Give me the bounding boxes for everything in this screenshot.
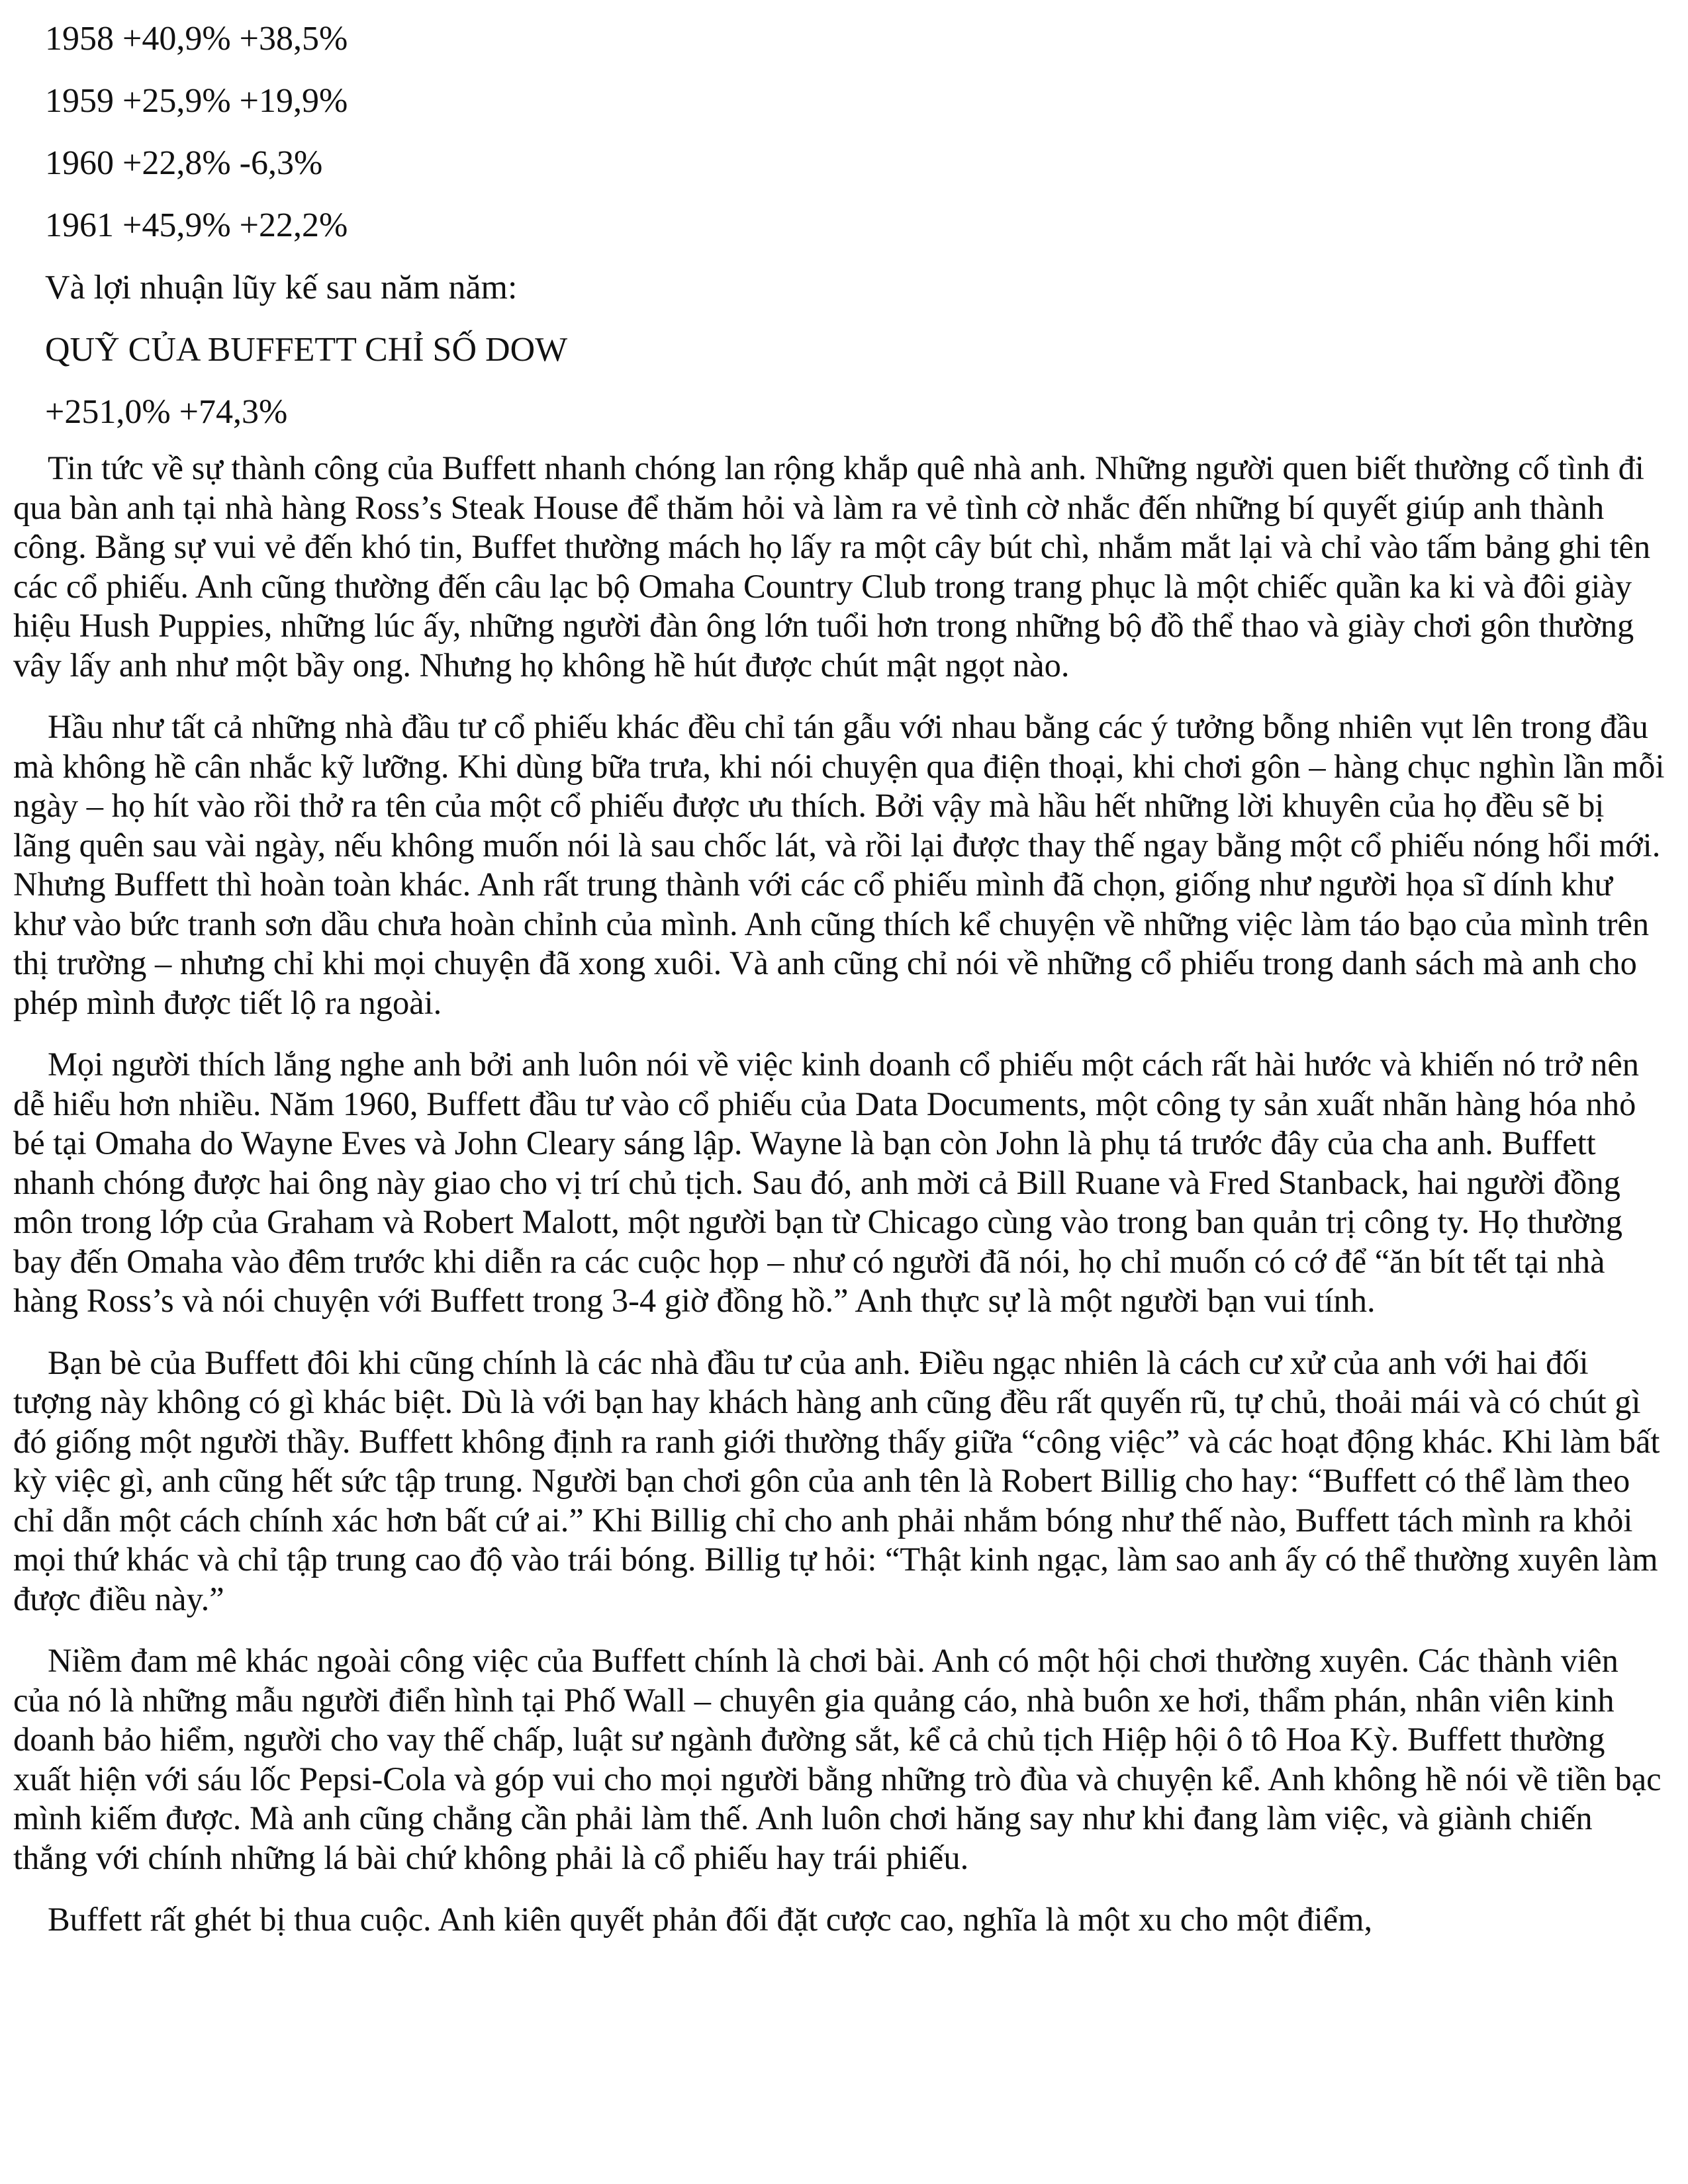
paragraph-6: Buffett rất ghét bị thua cuộc. Anh kiên quyết phản đối đặt cược cao, nghĩa là một xu cho một điểm, xyxy=(48,1901,1373,1938)
document-page xyxy=(13,5,1668,1962)
table-header: QUỸ CỦA BUFFETT CHỈ SỐ DOW xyxy=(45,331,568,369)
table-row-1961: 1961 +45,9% +22,2% xyxy=(45,206,348,244)
table-row-1959: 1959 +25,9% +19,9% xyxy=(45,82,348,120)
table-row-1960: 1960 +22,8% -6,3% xyxy=(45,144,323,182)
returns-table xyxy=(13,8,1668,443)
paragraph-2: Hầu như tất cả những nhà đầu tư cổ phiếu khác đều chỉ tán gẫu với nhau bằng các ý tưởng bỗng nhiên vụt lên trong đầu mà không hề cân nhắc kỹ lưỡng. Khi dùng bữa trưa, khi nói chuyện qua điện thoại, khi chơi gôn – hàng chục nghìn lần mỗi ngày – họ hít vào rồi thở ra tên của một cổ phiếu được ưu thích. Bởi vậy mà hầu hết những lời khuyên của họ đều sẽ bị lãng quên sau vài ngày, nếu không muốn nói là sau chốc lát, và rồi lại được thay thế ngay bằng một cổ phiếu nóng hổi mới. Nhưng Buffett thì hoàn toàn khác. Anh rất trung thành với các cổ phiếu mình đã chọn, giống như người họa sĩ dính khư khư vào bức tranh sơn dầu chưa hoàn chỉnh của mình. Anh cũng thích kể chuyện về những việc làm táo bạo của mình trên thị trường – nhưng chỉ khi mọi chuyện đã xong xuôi. Và anh cũng chỉ nói về những cổ phiếu trong danh sách mà anh cho phép mình được tiết lộ ra ngoài. xyxy=(13,708,1665,1021)
paragraph-5: Niềm đam mê khác ngoài công việc của Buffett chính là chơi bài. Anh có một hội chơi thường xuyên. Các thành viên của nó là những mẫu người điển hình tại Phố Wall – chuyên gia quảng cáo, nhà buôn xe hơi, thẩm phán, nhân viên kinh doanh bảo hiểm, người cho vay thế chấp, luật sư ngành đường sắt, kể cả chủ tịch Hiệp hội ô tô Hoa Kỳ. Buffett thường xuất hiện với sáu lốc Pepsi-Cola và góp vui cho mọi người bằng những trò đùa và chuyện kể. Anh không hề nói về tiền bạc mình kiếm được. Mà anh cũng chẳng cần phải làm thế. Anh luôn chơi hăng say như khi đang làm việc, và giành chiến thắng với chính những lá bài chứ không phải là cổ phiếu hay trái phiếu. xyxy=(13,1642,1662,1876)
paragraph-1: Tin tức về sự thành công của Buffett nhanh chóng lan rộng khắp quê nhà anh. Những người quen biết thường cố tình đi qua bàn anh tại nhà hàng Ross’s Steak House để thăm hỏi và làm ra vẻ tình cờ nhắc đến những bí quyết giúp anh thành công. Bằng sự vui vẻ đến khó tin, Buffet thường mách họ lấy ra một cây bút chì, nhắm mắt lại và chỉ vào tấm bảng ghi tên các cổ phiếu. Anh cũng thường đến câu lạc bộ Omaha Country Club trong trang phục là một chiếc quần ka ki và đôi giày hiệu Hush Puppies, những lúc ấy, những người đàn ông lớn tuổi hơn trong những bộ đồ thể thao và giày chơi gôn thường vây lấy anh như một bầy ong. Nhưng họ không hề hút được chút mật ngọt nào. xyxy=(13,449,1651,684)
paragraph-4: Bạn bè của Buffett đôi khi cũng chính là các nhà đầu tư của anh. Điều ngạc nhiên là cách cư xử của anh với hai đối tượng này không có gì khác biệt. Dù là với bạn hay khách hàng anh cũng đều rất quyến rũ, tự chủ, thoải mái và có chút gì đó giống một người thầy. Buffett không định ra ranh giới thường thấy giữa “công việc” và các hoạt động khác. Khi làm bất kỳ việc gì, anh cũng hết sức tập trung. Người bạn chơi gôn của anh tên là Robert Billig cho hay: “Buffett có thể làm theo chỉ dẫn một cách chính xác hơn bất cứ ai.” Khi Billig chỉ cho anh phải nhắm bóng như thế nào, Buffett tách mình ra khỏi mọi thứ khác và chỉ tập trung cao độ vào trái bóng. Billig tự hỏi: “Thật kinh ngạc, làm sao anh ấy có thể thường xuyên làm được điều này.” xyxy=(13,1343,1660,1617)
table-row-1958: 1958 +40,9% +38,5% xyxy=(45,20,348,58)
paragraph-3: Mọi người thích lắng nghe anh bởi anh luôn nói về việc kinh doanh cổ phiếu một cách rất hài hước và khiến nó trở nên dễ hiểu hơn nhiều. Năm 1960, Buffett đầu tư vào cổ phiếu của Data Documents, một công ty sản xuất nhãn hàng hóa nhỏ bé tại Omaha do Wayne Eves và John Cleary sáng lập. Wayne là bạn còn John là phụ tá trước đây của cha anh. Buffett nhanh chóng được hai ông này giao cho vị trí chủ tịch. Sau đó, anh mời cả Bill Ruane và Fred Stanback, hai người đồng môn trong lớp của Graham và Robert Malott, một người bạn từ Chicago cùng vào trong ban quản trị công ty. Họ thường bay đến Omaha vào đêm trước khi diễn ra các cuộc họp – như có người đã nói, họ chỉ muốn có cớ để “ăn bít tết tại nhà hàng Ross’s và nói chuyện với Buffett trong 3-4 giờ đồng hồ.” Anh thực sự là một người bạn vui tính. xyxy=(13,1046,1640,1319)
cumulative-caption: Và lợi nhuận lũy kế sau năm năm: xyxy=(45,269,518,306)
cumulative-values: +251,0% +74,3% xyxy=(45,393,288,431)
